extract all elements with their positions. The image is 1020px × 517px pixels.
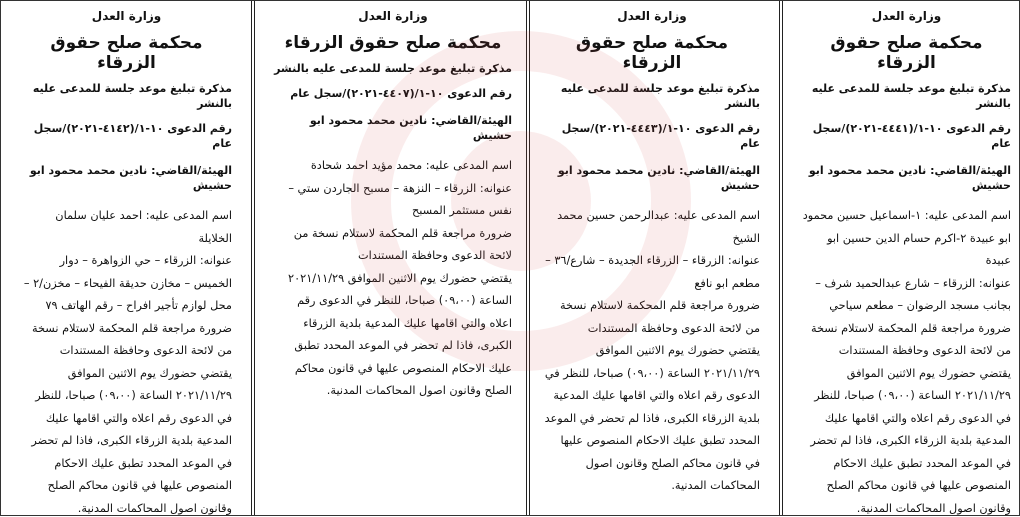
notice-subtitle: مذكرة تبليغ موعد جلسة للمدعى عليه بالنشر xyxy=(560,82,760,110)
hearing-text: يقتضي حضورك يوم الاثنين الموافق ٢٠٢١/١١/٢٩ الساعة (٠٩،٠٠) صباحا، للنظر في الدعوى رقم اعلاه والتي اقامها عليك المدعية بلدية الزرقاء الكبرى، فاذا لم تحضر في الموعد المحدد تطبق عليك الاحكام المنصوص عليها في قانون محاكم الصلح وقانون اصول المحاكمات المدنية. xyxy=(544,344,760,492)
judge-name: الهيئة/القاضي: نادين محمد محمود ابو حشيش xyxy=(808,164,1011,192)
court-title: محكمة صلح حقوق الزرقاء xyxy=(50,33,203,73)
notice-subtitle: مذكرة تبليغ موعد جلسة للمدعى عليه بالنشر xyxy=(32,82,232,110)
judge-name: الهيئة/القاضي: نادين محمد محمود ابو حشيش xyxy=(309,114,512,142)
case-number: رقم الدعوى ١٠-١/(٤٤٤١-٢٠٢١)/سجل عام xyxy=(812,122,1011,150)
defendant-address: عنوانه: الزرقاء – النزهة – مسبح الجاردن ستي – نفس مستثمر المسبح xyxy=(288,181,512,217)
notice-subtitle: مذكرة تبليغ موعد جلسة للمدعى عليه بالنشر xyxy=(274,62,512,75)
ministry-heading: وزارة العدل xyxy=(871,9,942,23)
court-title: محكمة صلح حقوق الزرقاء xyxy=(575,33,729,73)
defendant-address: عنوانه: الزرقاء – الزرقاء الجديدة – شارع/٣٦ – مطعم ابو نافع xyxy=(545,254,760,290)
judge-name: الهيئة/القاضي: نادين محمد محمود ابو حشيش xyxy=(557,164,760,192)
defendant-name: اسم المدعى عليه: ١-اسماعيل حسين محمود ابو عبيدة ٢-اكرم حسام الدين حسين ابو عبيدة xyxy=(802,209,1011,267)
case-number: رقم الدعوى ١٠-١/(٤٤٤٣-٢٠٢١)/سجل عام xyxy=(561,122,760,150)
court-notice-3 xyxy=(266,1,520,515)
notice-body xyxy=(802,205,1011,515)
case-number: رقم الدعوى ١٠-١/(٤٤٠٧-٢٠٢١)/سجل عام xyxy=(290,87,512,100)
ministry-heading: وزارة العدل xyxy=(91,9,162,23)
court-title: محكمة صلح حقوق الزرقاء xyxy=(830,33,983,73)
court-notice-1 xyxy=(794,1,1019,515)
requirement-text: ضرورة مراجعة قلم المحكمة لاستلام نسخة من لائحة الدعوى وحافظة المستندات xyxy=(31,321,232,357)
court-notice-4 xyxy=(13,1,240,515)
hearing-text: يقتضي حضورك يوم الاثنين الموافق ٢٠٢١/١١/٢٩ الساعة (٠٩،٠٠) صباحا، للنظر في الدعوى رقم اعلاه والتي اقامها عليك المدعية بلدية الزرقاء الكبرى، فاذا لم تحضر في الموعد المحدد تطبق عليك الاحكام المنصوص عليها في قانون محاكم الصلح وقانون اصول المحاكمات المدنية. xyxy=(31,366,232,515)
defendant-name: اسم المدعى عليه: عبدالرحمن حسين محمد الشيخ xyxy=(557,209,760,245)
requirement-text: ضرورة مراجعة قلم المحكمة لاستلام نسخة من لائحة الدعوى وحافظة المستندات xyxy=(559,299,760,335)
column-divider xyxy=(779,1,783,515)
requirement-text: ضرورة مراجعة قلم المحكمة لاستلام نسخة من لائحة الدعوى وحافظة المستندات xyxy=(810,321,1011,357)
case-number: رقم الدعوى ١٠-١/(٤١٤٢-٢٠٢١)/سجل عام xyxy=(33,122,232,150)
requirement-text: ضرورة مراجعة قلم المحكمة لاستلام نسخة من لائحة الدعوى وحافظة المستندات xyxy=(293,226,512,262)
hearing-text: يقتضي حضورك يوم الاثنين الموافق ٢٠٢١/١١/٢٩ الساعة (٠٩،٠٠) صباحا، للنظر في الدعوى رقم اعلاه والتي اقامها عليك المدعية بلدية الزرقاء الكبرى، فاذا لم تحضر في الموعد المحدد تطبق عليك الاحكام المنصوص عليها في قانون محاكم الصلح وقانون اصول المحاكمات المدنية. xyxy=(288,271,512,397)
judge-name: الهيئة/القاضي: نادين محمد محمود ابو حشيش xyxy=(29,164,232,192)
defendant-name: اسم المدعى عليه: احمد عليان سلمان الخلايلة xyxy=(55,209,232,245)
ministry-heading: وزارة العدل xyxy=(358,9,428,23)
notice-body xyxy=(274,155,512,403)
defendant-name: اسم المدعى عليه: محمد مؤيد احمد شحادة xyxy=(310,159,512,172)
column-divider xyxy=(251,1,255,515)
defendant-address: عنوانه: الزرقاء – شارع عبدالحميد شرف – بجانب مسجد الرضوان – مطعم سياحي xyxy=(815,276,1011,312)
notice-subtitle: مذكرة تبليغ موعد جلسة للمدعى عليه بالنشر xyxy=(811,82,1011,110)
court-title: محكمة صلح حقوق الزرقاء xyxy=(284,33,502,53)
court-notice-2 xyxy=(536,1,768,515)
notice-body xyxy=(21,205,232,515)
hearing-text: يقتضي حضورك يوم الاثنين الموافق ٢٠٢١/١١/٢٩ الساعة (٠٩،٠٠) صباحا، للنظر في الدعوى رقم اعلاه والتي اقامها عليك المدعية بلدية الزرقاء الكبرى، فاذا لم تحضر في الموعد المحدد تطبق عليك الاحكام المنصوص عليها في قانون محاكم الصلح وقانون اصول المحاكمات المدنية. xyxy=(810,366,1011,515)
ministry-heading: وزارة العدل xyxy=(617,9,687,23)
column-divider xyxy=(526,1,530,515)
notice-body xyxy=(544,205,760,498)
defendant-address: عنوانه: الزرقاء – حي الزواهرة – دوار الخميس – مخازن حديقة الفيحاء – مخزن/٢ – محل لوازم تأجير افراح – رقم الهاتف ٧٩ xyxy=(23,254,232,312)
